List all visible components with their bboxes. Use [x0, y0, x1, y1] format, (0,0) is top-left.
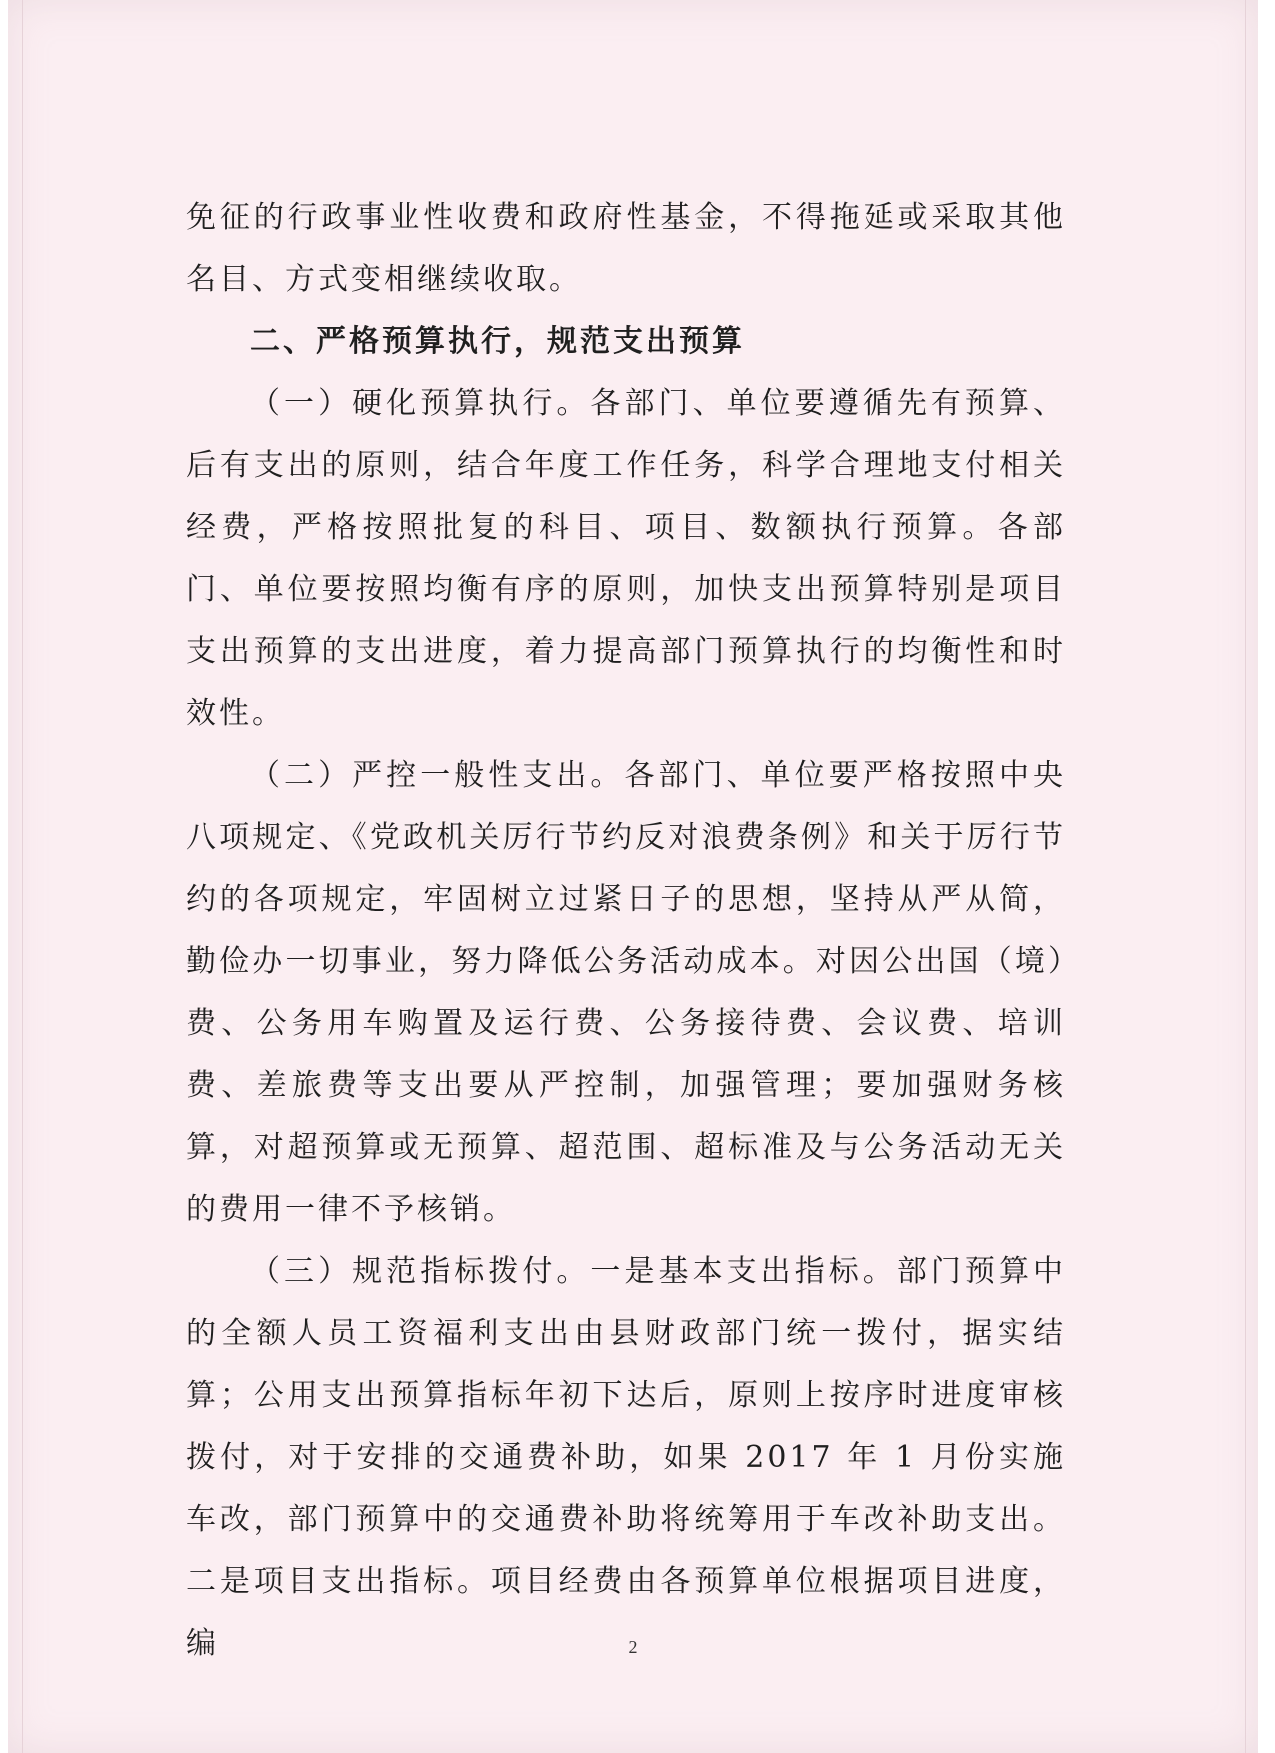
document-page [8, 0, 1258, 1753]
page-left-edge [22, 0, 23, 1753]
section-heading: 二、严格预算执行，规范支出预算 [250, 324, 745, 359]
document-body [186, 187, 1066, 1675]
paragraph-budget-execution: （一）硬化预算执行。各部门、单位要遵循先有预算、后有支出的原则，结合年度工作任务，科学合理地支付相关经费，严格按照批复的科目、项目、数额执行预算。各部门、单位要按照均衡有序的原则，加快支出预算特别是项目支出预算的支出进度，着力提高部门预算执行的均衡性和时效性。 [186, 386, 1066, 731]
page-number: 2 [628, 1637, 638, 1657]
page-right-edge [1245, 0, 1246, 1753]
paragraph-general-expenditure: （二）严控一般性支出。各部门、单位要严格按照中央八项规定、《党政机关厉行节约反对浪费条例》和关于厉行节约的各项规定，牢固树立过紧日子的思想，坚持从严从简，勤俭办一切事业，努力降低公务活动成本。对因公出国（境）费、公务用车购置及运行费、公务接待费、会议费、培训费、差旅费等支出要从严控制，加强管理；要加强财务核算，对超预算或无预算、超范围、超标准及与公务活动无关的费用一律不予核销。 [186, 758, 1066, 1227]
paragraph-continuation: 免征的行政事业性收费和政府性基金，不得拖延或采取其他名目、方式变相继续收取。 [186, 200, 1066, 297]
paragraph-indicator-allocation: （三）规范指标拨付。一是基本支出指标。部门预算中的全额人员工资福利支出由县财政部门统一拨付，据实结算；公用支出预算指标年初下达后，原则上按序时进度审核拨付，对于安排的交通费补助，如果 2017 年 1 月份实施车改，部门预算中的交通费补助将统筹用于车改补助支出。二是项目支出指标。项目经费由各预算单位根据项目进度，编 [186, 1254, 1066, 1661]
